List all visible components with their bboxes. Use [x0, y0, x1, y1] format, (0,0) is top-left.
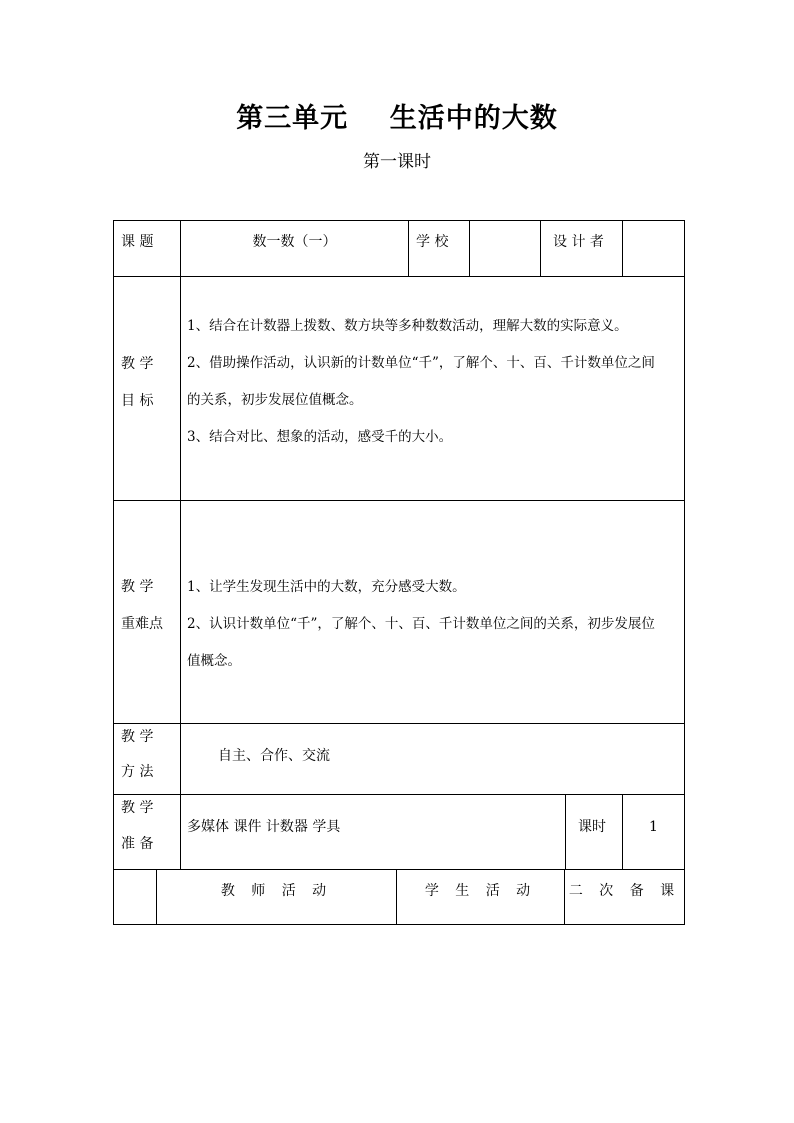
- preparation-label-2: 准 备: [121, 836, 154, 852]
- col-divider: [540, 220, 541, 277]
- col-divider: [180, 220, 181, 870]
- designer-label: 设 计 者: [553, 234, 604, 250]
- methods-value: 自主、合作、交流: [218, 748, 330, 764]
- secondary-prep-header: 二 次 备 课: [568, 883, 681, 899]
- school-label: 学 校: [416, 234, 449, 250]
- topic-value: 数一数（一）: [252, 234, 337, 250]
- objectives-text: [187, 308, 681, 456]
- list-item: 1、结合在计数器上拨数、数方块等多种数数活动，理解大数的实际意义。: [187, 318, 628, 334]
- list-item: 的关系，初步发展位值概念。: [187, 392, 363, 408]
- list-item: 3、结合对比、想象的活动，感受千的大小。: [187, 429, 453, 445]
- col-divider: [565, 794, 566, 870]
- preparation-value: 多媒体 课件 计数器 学具: [187, 819, 341, 835]
- methods-label-1: 教 学: [121, 729, 154, 745]
- list-item: 值概念。: [187, 653, 241, 669]
- col-divider: [408, 220, 409, 277]
- topic-label: 课 题: [121, 234, 154, 250]
- objectives-label-2: 目 标: [121, 393, 154, 409]
- teacher-activity-header: 教 师 活 动: [220, 883, 333, 899]
- keypoints-text: [187, 569, 681, 680]
- period-value: 1: [649, 819, 658, 835]
- preparation-label-1: 教 学: [121, 800, 154, 816]
- table-border-bottom: [113, 924, 685, 925]
- list-item: 1、让学生发现生活中的大数，充分感受大数。: [187, 579, 466, 595]
- row-divider: [113, 794, 685, 795]
- row-divider: [113, 723, 685, 724]
- col-divider: [469, 220, 470, 277]
- table-border-left: [113, 220, 114, 925]
- student-activity-header: 学 生 活 动: [424, 883, 537, 899]
- col-divider: [622, 794, 623, 870]
- lesson-plan-table: [113, 220, 685, 925]
- row-divider: [113, 869, 685, 870]
- col-divider: [622, 220, 623, 277]
- list-item: 2、借助操作活动，认识新的计数单位“千”，了解个、十、百、千计数单位之间: [187, 355, 655, 371]
- table-border-top: [113, 220, 685, 221]
- objectives-label-1: 教 学: [121, 356, 154, 372]
- period-label: 课时: [578, 819, 606, 835]
- row-divider: [113, 500, 685, 501]
- table-border-right: [684, 220, 685, 925]
- list-item: 2、认识计数单位“千”，了解个、十、百、千计数单位之间的关系，初步发展位: [187, 616, 655, 632]
- document-title: 第三单元 生活中的大数: [236, 103, 558, 134]
- row-divider: [113, 276, 685, 277]
- keypoints-label-2: 重难点: [121, 616, 163, 632]
- methods-label-2: 方 法: [121, 764, 154, 780]
- keypoints-label-1: 教 学: [121, 579, 154, 595]
- document-subtitle: 第一课时: [363, 152, 431, 172]
